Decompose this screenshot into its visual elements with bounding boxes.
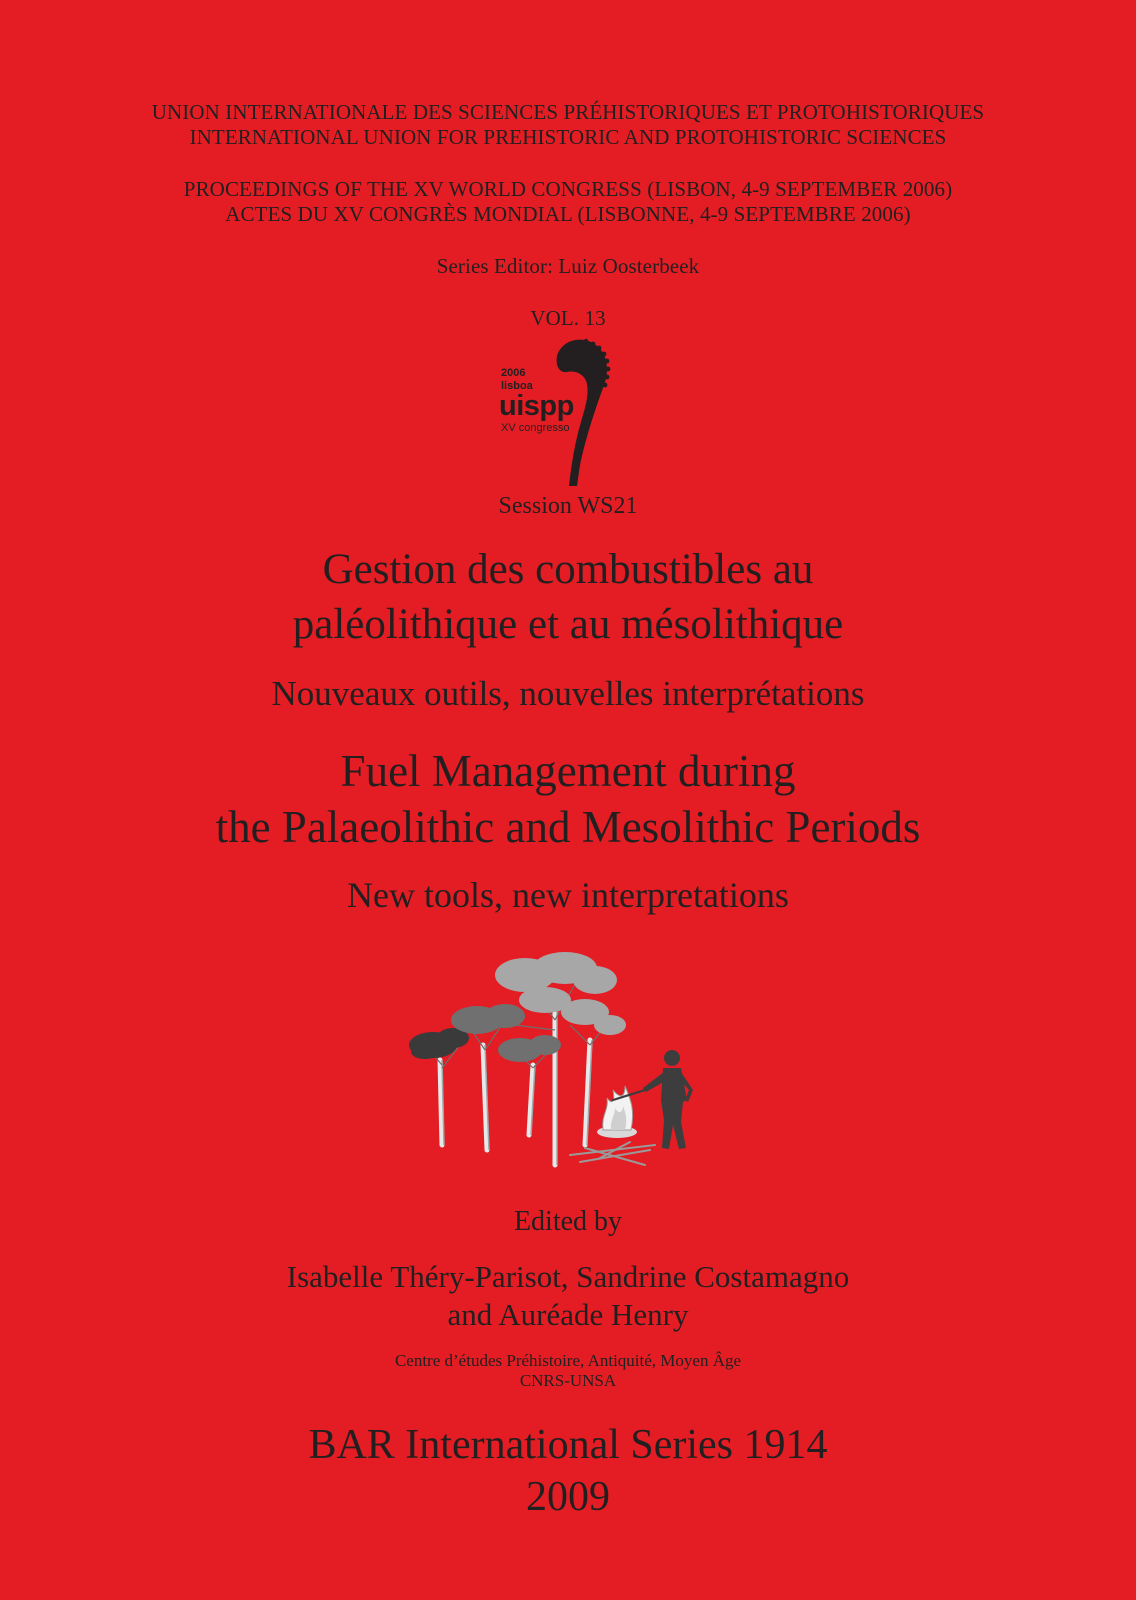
proceedings-english: PROCEEDINGS OF THE XV WORLD CONGRESS (LISBON, 4-9 SEPTEMBER 2006) [183, 177, 953, 201]
edited-by-label: Edited by [513, 1206, 623, 1237]
english-title-line-2: the Palaeolithic and Mesolithic Periods [215, 802, 921, 852]
affiliation-line-2: CNRS-UNSA [519, 1371, 617, 1390]
logo-city: lisboa [501, 380, 533, 392]
english-subtitle: New tools, new interpretations [347, 875, 789, 915]
editors-line-1: Isabelle Théry-Parisot, Sandrine Costamagno [286, 1259, 850, 1294]
logo-year: 2006 [501, 367, 526, 379]
french-title-line-2: paléolithique et au mésolithique [292, 601, 844, 648]
series-editor: Series Editor: Luiz Oosterbeek [436, 254, 700, 278]
proceedings-french: ACTES DU XV CONGRÈS MONDIAL (LISBONNE, 4-9 SEPTEMBRE 2006) [225, 202, 911, 226]
affiliation-line-1: Centre d’études Préhistoire, Antiquité, Moyen Âge [394, 1351, 742, 1370]
english-title-line-1: Fuel Management during [340, 746, 796, 796]
volume-number: VOL. 13 [530, 306, 606, 330]
logo-name: uispp [499, 390, 574, 422]
logo-congress: XV congresso [501, 422, 570, 434]
union-name-english: INTERNATIONAL UNION FOR PREHISTORIC AND PROTOHISTORIC SCIENCES [189, 125, 947, 149]
union-name-french: UNION INTERNATIONALE DES SCIENCES PRÉHISTORIQUES ET PROTOHISTORIQUES [151, 100, 985, 124]
publication-year: 2009 [526, 1474, 610, 1520]
editors-line-2: and Auréade Henry [447, 1297, 689, 1332]
uispp-logo [495, 338, 635, 488]
session-label: Session WS21 [498, 493, 638, 519]
trees-fire-figure-illustration [405, 950, 725, 1200]
french-subtitle: Nouveaux outils, nouvelles interprétations [271, 674, 865, 713]
series-number: BAR International Series 1914 [308, 1422, 828, 1468]
french-title-line-1: Gestion des combustibles au [322, 546, 814, 593]
